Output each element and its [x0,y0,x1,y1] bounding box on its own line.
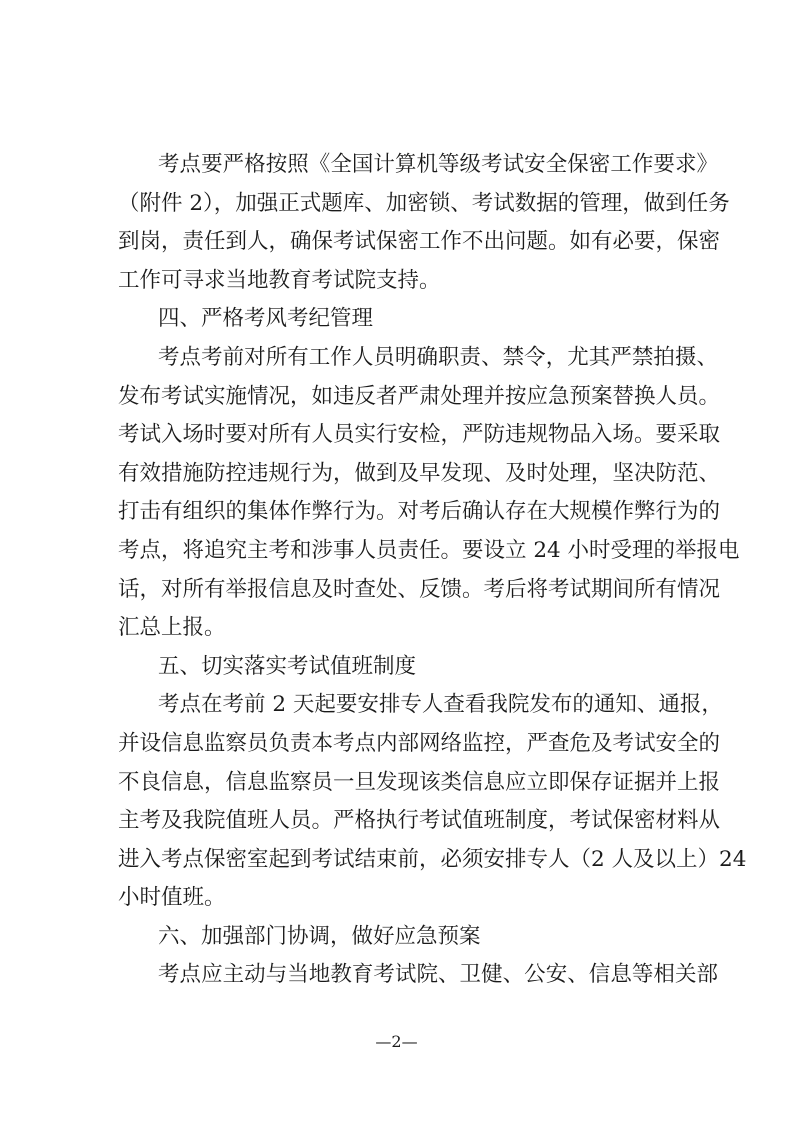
paragraph-line: 考点要严格按照《全国计算机等级考试安全保密工作要求》 [158,152,718,177]
paragraph-line: 并设信息监察员负责本考点内部网络监控，严查危及考试安全的 [118,730,721,756]
paragraph-line: 工作可寻求当地教育考试院支持。 [118,267,441,293]
paragraph-line: 小时值班。 [118,885,226,911]
body-text [118,146,747,995]
section-heading: 六、加强部门协调，做好应急预案 [158,923,481,949]
paragraph-line: 考点在考前 2 天起要安排专人查看我院发布的通知、通报， [158,692,723,718]
page-number: —2— [375,1032,418,1051]
paragraph-line: 到岗，责任到人，确保考试保密工作不出问题。如有必要，保密 [118,229,721,255]
paragraph-line: （附件 2），加强正式题库、加密锁、考试数据的管理，做到任务 [118,190,730,216]
section-heading: 五、切实落实考试值班制度 [158,653,417,679]
paragraph-line: 进入考点保密室起到考试结束前，必须安排专人（2 人及以上）24 [118,846,747,872]
paragraph-line: 考点应主动与当地教育考试院、卫健、公安、信息等相关部 [158,962,718,988]
paragraph-line: 考点考前对所有工作人员明确职责、禁令，尤其严禁拍摄、 [158,344,718,370]
section-heading: 四、严格考风考纪管理 [158,306,374,332]
paragraph-line: 话，对所有举报信息及时查处、反馈。考后将考试期间所有情况 [118,576,721,602]
paragraph-line: 打击有组织的集体作弊行为。对考后确认存在大规模作弊行为的 [118,499,721,525]
paragraph-line: 不良信息，信息监察员一旦发现该类信息应立即保存证据并上报 [118,769,721,795]
paragraph-line: 考点，将追究主考和涉事人员责任。要设立 24 小时受理的举报电 [118,537,740,563]
paragraph-line: 汇总上报。 [118,615,226,641]
paragraph-line: 有效措施防控违规行为，做到及早发现、及时处理，坚决防范、 [118,460,721,486]
paragraph-line: 考试入场时要对所有人员实行安检，严防违规物品入场。要采取 [118,422,721,448]
paragraph-line: 发布考试实施情况，如违反者严肃处理并按应急预案替换人员。 [118,383,721,409]
paragraph-line: 主考及我院值班人员。严格执行考试值班制度，考试保密材料从 [118,808,721,834]
